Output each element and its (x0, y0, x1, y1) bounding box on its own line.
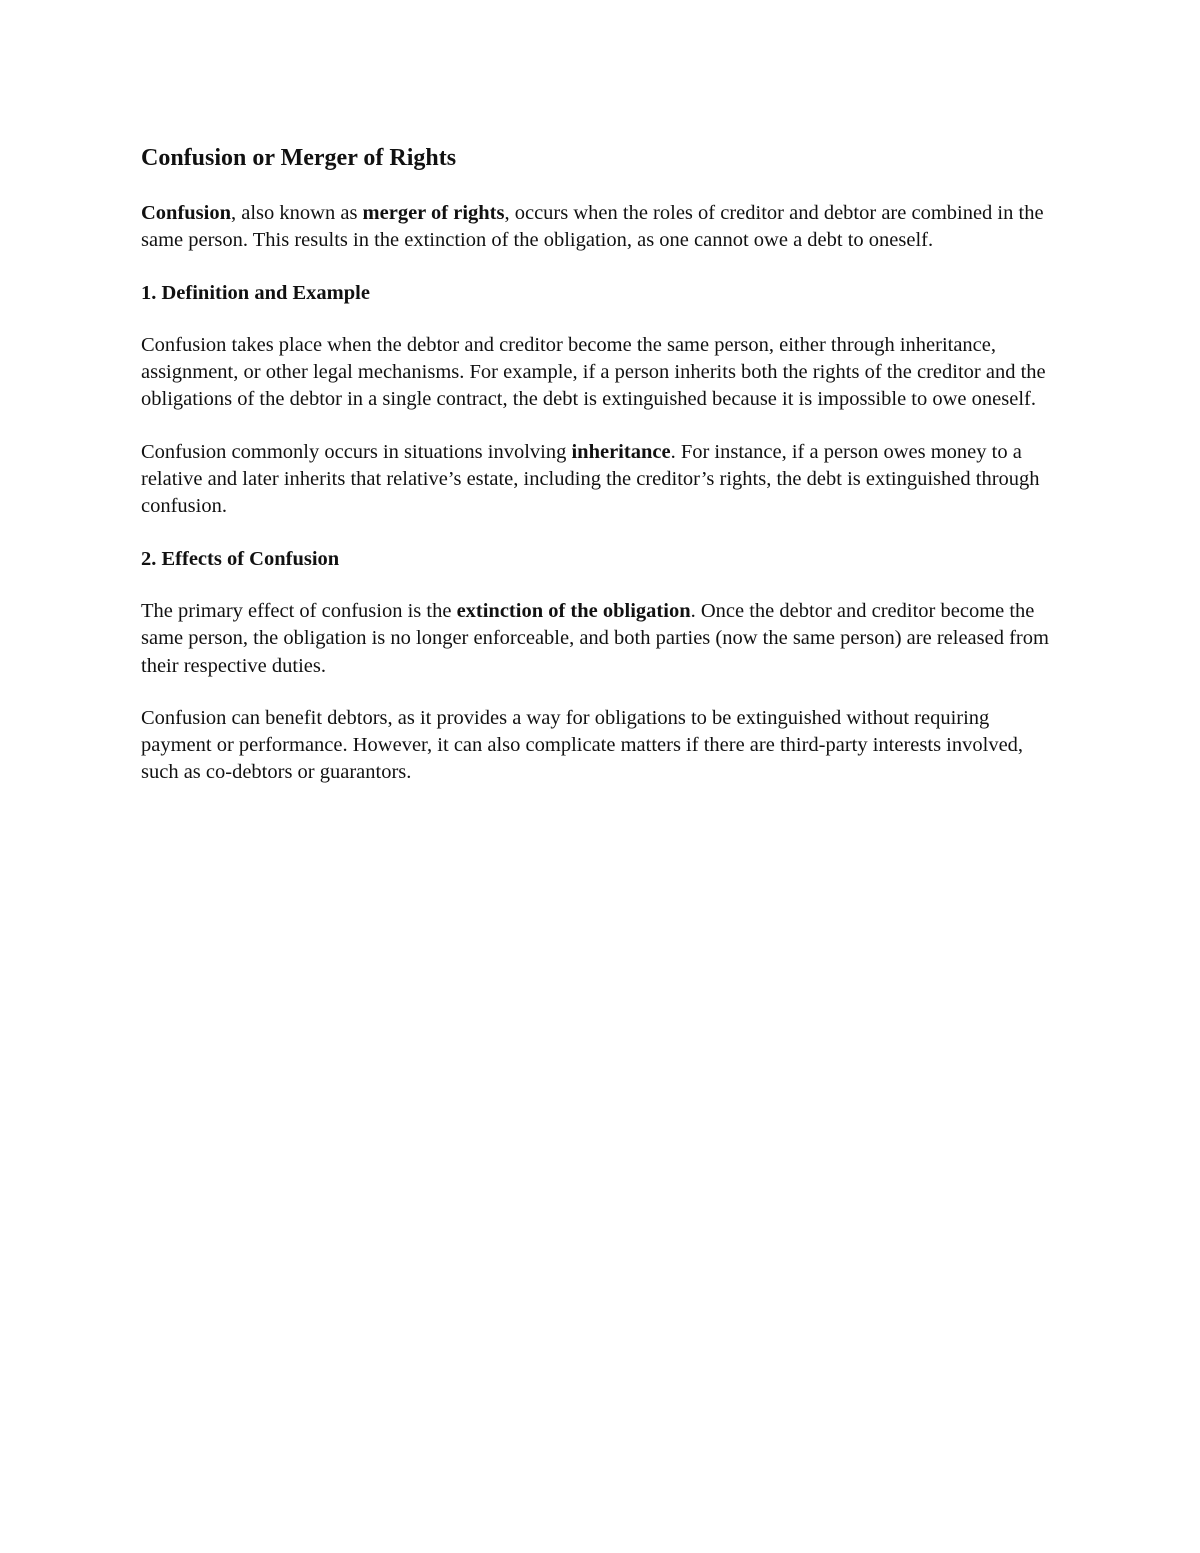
section-2-paragraph-1-pre: The primary effect of confusion is the (141, 599, 457, 622)
document-page (141, 140, 1061, 812)
intro-paragraph (141, 200, 1061, 255)
section-1-heading: 1. Definition and Example (141, 281, 370, 304)
section-2-paragraph-1 (141, 598, 1061, 680)
term-extinction-of-obligation: extinction of the obligation (456, 599, 691, 622)
term-merger-of-rights: merger of rights (362, 202, 505, 224)
section-1-paragraph-2-post: . For instance, if a person owes money to a relative and later inherits that relative’s estate, including the creditor’s rights, the debt is extinguished through confusion. (141, 440, 1040, 518)
term-confusion: Confusion (141, 202, 232, 224)
section-1-paragraph-2 (141, 439, 1061, 521)
section-1-paragraph-2-pre: Confusion commonly occurs in situations involving (141, 440, 572, 463)
section-2-paragraph-1-post: . Once the debtor and creditor become the same person, the obligation is no longer enforceable, and both parties (now the same person) are released from their respective duties. (141, 599, 1049, 677)
intro-text-2: , occurs when the roles of creditor and debtor are combined in the same person. This results in the extinction of the obligation, as one cannot owe a debt to oneself. (141, 202, 1044, 252)
section-2-heading: 2. Effects of Confusion (141, 547, 340, 570)
section-2-paragraph-2: Confusion can benefit debtors, as it provides a way for obligations to be extinguished without requiring payment or performance. However, it can also complicate matters if there are third-party interests involved, such as co-debtors or guarantors. (141, 706, 1024, 784)
term-inheritance: inheritance (571, 440, 671, 463)
section-1-paragraph-1: Confusion takes place when the debtor and creditor become the same person, either through inheritance, assignment, or other legal mechanisms. For example, if a person inherits both the rights of the creditor and the obligations of the debtor in a single contract, the debt is extinguished because it is impossible to owe oneself. (141, 333, 1046, 411)
document-title: Confusion or Merger of Rights (141, 145, 457, 171)
intro-text-1: , also known as (231, 202, 363, 224)
